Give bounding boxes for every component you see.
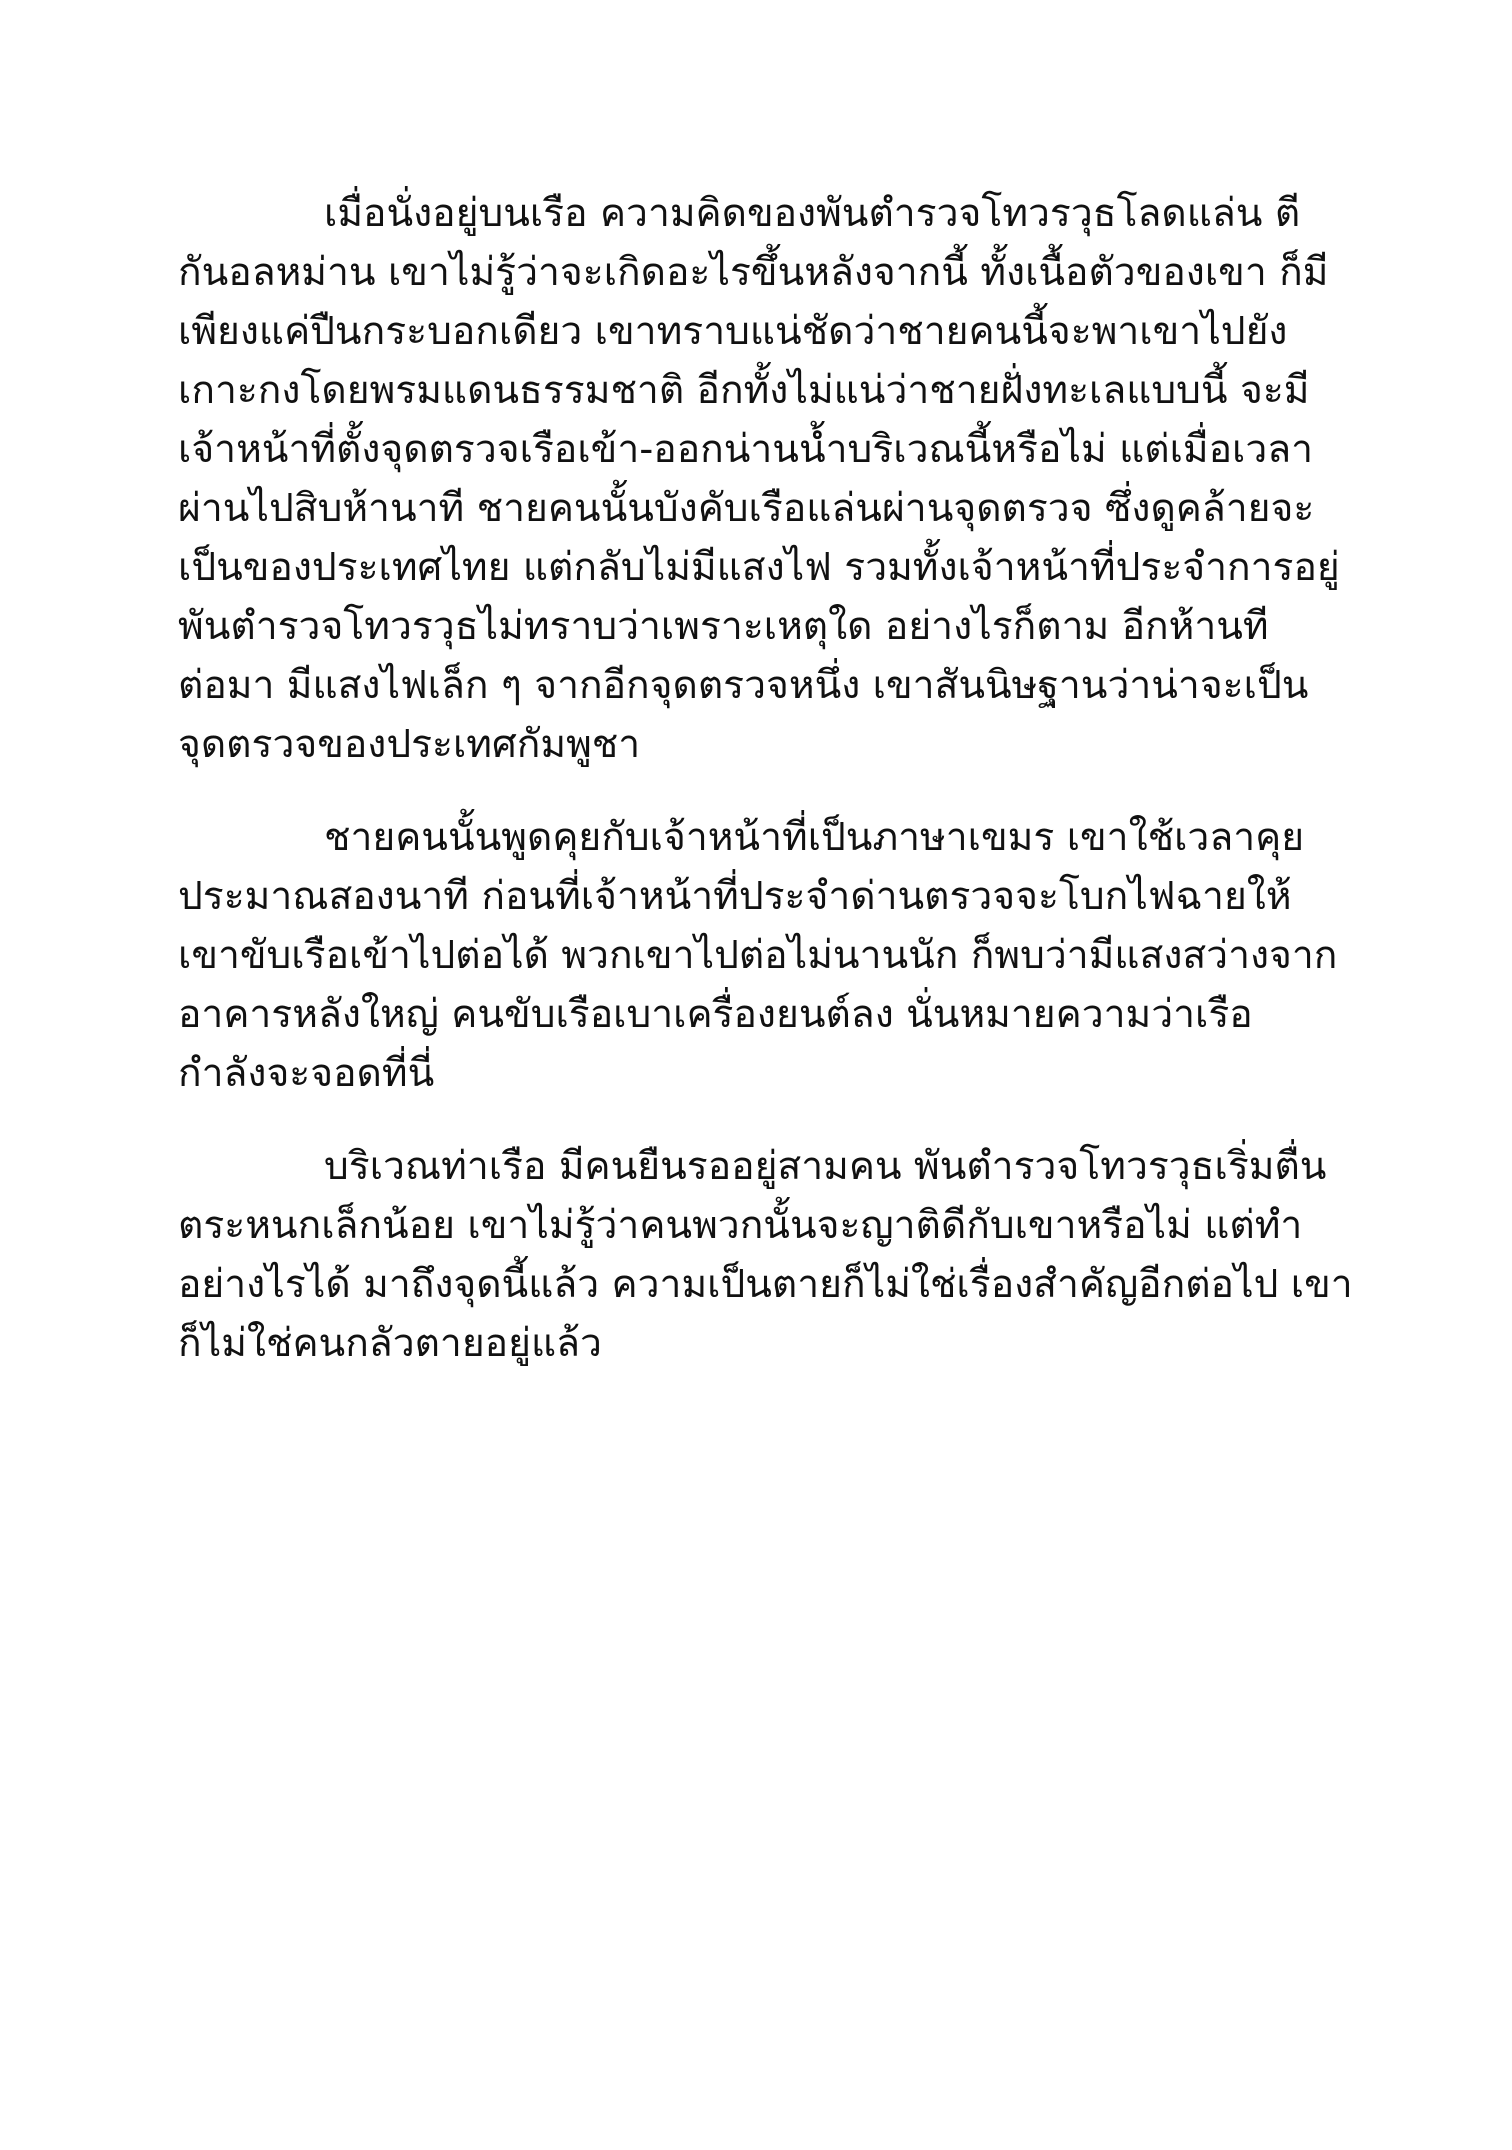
paragraph-3-line-3: อย่างไรได้ มาถึงจุดนี้แล้ว ความเป็นตายก็ไม่ใช่เรื่องสำคัญอีกต่อไป เขา <box>178 1262 1353 1307</box>
paragraph-2-line-4: อาคารหลังใหญ่ คนขับเรือเบาเครื่องยนต์ลง นั่นหมายความว่าเรือ <box>178 992 1253 1037</box>
paragraph-1-line-8: พันตำรวจโทวรวุธไม่ทราบว่าเพราะเหตุใด อย่างไรก็ตาม อีกห้านที <box>178 604 1269 649</box>
paragraph-1-line-7: เป็นของประเทศไทย แต่กลับไม่มีแสงไฟ รวมทั้งเจ้าหน้าที่ประจำการอยู่ <box>178 545 1340 590</box>
paragraph-1-line-9: ต่อมา มีแสงไฟเล็ก ๆ จากอีกจุดตรวจหนึ่ง เขาสันนิษฐานว่าน่าจะเป็น <box>178 663 1309 708</box>
paragraph-1-line-3: เพียงแค่ปืนกระบอกเดียว เขาทราบแน่ชัดว่าชายคนนี้จะพาเขาไปยัง <box>178 309 1288 354</box>
paragraph-2-line-2: ประมาณสองนาที ก่อนที่เจ้าหน้าที่ประจำด่านตรวจจะโบกไฟฉายให้ <box>178 874 1292 919</box>
paragraph-1-line-1: เมื่อนั่งอยู่บนเรือ ความคิดของพันตำรวจโทวรวุธโลดแล่น ตี <box>324 191 1301 236</box>
paragraph-1-line-4: เกาะกงโดยพรมแดนธรรมชาติ อีกทั้งไม่แน่ว่าชายฝั่งทะเลแบบนี้ จะมี <box>178 368 1310 413</box>
paragraph-1-line-10: จุดตรวจของประเทศกัมพูชา <box>178 722 641 767</box>
paragraph-3-line-1: บริเวณท่าเรือ มีคนยืนรออยู่สามคน พันตำรวจโทวรวุธเริ่มตื่น <box>324 1144 1327 1189</box>
paragraph-1-line-6: ผ่านไปสิบห้านาที ชายคนนั้นบังคับเรือแล่นผ่านจุดตรวจ ซึ่งดูคล้ายจะ <box>178 486 1315 531</box>
paragraph-1-line-2: กันอลหม่าน เขาไม่รู้ว่าจะเกิดอะไรขึ้นหลังจากนี้ ทั้งเนื้อตัวของเขา ก็มี <box>178 250 1329 295</box>
paragraph-2-line-1: ชายคนนั้นพูดคุยกับเจ้าหน้าที่เป็นภาษาเขมร เขาใช้เวลาคุย <box>324 815 1305 860</box>
paragraph-3-line-4: ก็ไม่ใช่คนกลัวตายอยู่แล้ว <box>178 1321 602 1366</box>
paragraph-3-line-2: ตระหนกเล็กน้อย เขาไม่รู้ว่าคนพวกนั้นจะญาติดีกับเขาหรือไม่ แต่ทำ <box>178 1203 1303 1248</box>
paragraph-1-line-5: เจ้าหน้าที่ตั้งจุดตรวจเรือเข้า-ออกน่านน้ำบริเวณนี้หรือไม่ แต่เมื่อเวลา <box>178 427 1314 472</box>
paragraph-2-line-5: กำลังจะจอดที่นี่ <box>178 1051 435 1096</box>
paragraph-2-line-3: เขาขับเรือเข้าไปต่อได้ พวกเขาไปต่อไม่นานนัก ก็พบว่ามีแสงสว่างจาก <box>178 933 1338 978</box>
